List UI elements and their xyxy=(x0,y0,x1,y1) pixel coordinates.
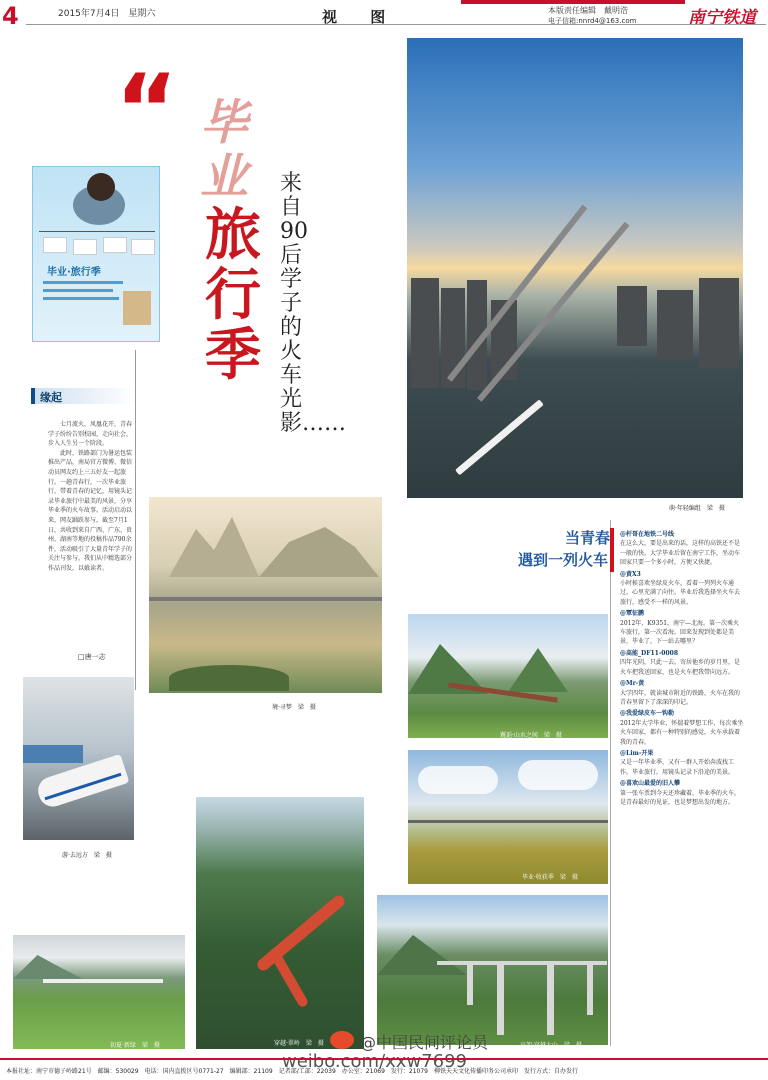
section-title: 视 图 xyxy=(322,8,400,26)
high-speed-train xyxy=(455,399,544,475)
karst-train-photo xyxy=(408,614,608,738)
story-entry xyxy=(620,649,744,677)
story-entry xyxy=(620,570,744,608)
story-body: 大学四年，就读城市附近的铁路，火车在我的青春里留下了深深的印记。 xyxy=(620,689,741,706)
photo-caption: 萌·年轻编组 梁 摄 xyxy=(669,505,725,512)
story-heading-line1: 当青春 xyxy=(564,529,610,547)
lotus-field-photo xyxy=(13,935,185,1049)
station-roof xyxy=(23,745,83,763)
photo-caption: 游·去远方 梁 摄 xyxy=(62,852,112,859)
header-divider xyxy=(26,24,766,25)
poster-title: 毕业·旅行季 xyxy=(47,267,101,278)
poster-info-line xyxy=(43,297,119,300)
poster-info-line xyxy=(43,281,123,284)
photo-caption: 高架·穿越大山 梁 摄 xyxy=(520,1042,582,1049)
bridge xyxy=(408,820,608,823)
story-entry xyxy=(620,779,744,807)
story-divider xyxy=(610,520,611,1046)
intro-paragraph: 七月流火，凤凰花开，青春学子纷纷告别校园，走向社会，步入人生另一个阶段。 xyxy=(48,421,133,448)
weibo-icon xyxy=(330,1031,354,1049)
intro-divider xyxy=(135,350,136,690)
story-entry xyxy=(620,609,744,647)
poster-photo-3 xyxy=(103,237,127,253)
story-body: 2012年大学毕业，怀揣着梦想工作，每次乘坐火车回家，都有一种特别的感觉，火车承载着我的青春。 xyxy=(620,719,744,746)
mountain-shape xyxy=(13,955,83,979)
newspaper-logo: 南宁铁道 xyxy=(688,8,756,28)
intro-text xyxy=(48,420,132,574)
page-number: 4 xyxy=(2,2,19,30)
main-city-rail-photo xyxy=(407,38,743,498)
story-heading xyxy=(552,528,610,548)
mountain-shape xyxy=(377,935,467,975)
intro-paragraph: 此时，铁路部门为暑运包装推出产品，南局官方微博、微信动员网友约上三五好友一起旅行。一趟青春行，一次毕业旅行，带着青春的记忆，用镜头记录毕业旅行中最美的风景，分享毕业季的火车故事。活动启动以来，网友踊跃参与，截至7月1日，共收到来自广西、广东、贵州、湖南等地的投稿作品790余件，活动吸引了大量青年学子的关注与参与，我们从中精选部分作品刊发，以飨读者。 xyxy=(48,449,133,572)
viaduct-pier xyxy=(547,965,554,1035)
story-body: 第一张车票到今天还珍藏着，毕业季的火车，是青春最好的见证，也是梦想出发的地方。 xyxy=(620,789,741,806)
story-author: @Mr-黄 xyxy=(620,680,645,688)
building xyxy=(411,278,439,388)
photo-caption: 毕业·收获季 梁 摄 xyxy=(522,874,578,881)
story-entry xyxy=(620,530,744,568)
intro-heading: 缘起 xyxy=(40,391,62,404)
story-heading-bar xyxy=(610,528,614,572)
photo-caption: 穿越·翠岭 梁 摄 xyxy=(274,1040,324,1047)
mountain-shape xyxy=(259,527,379,577)
subtitle: 来自90后学子的火车光影…… xyxy=(280,171,347,436)
viaduct-pier xyxy=(587,965,593,1015)
cloud xyxy=(418,766,498,794)
photo-caption: 邂逅·山水之间 梁 摄 xyxy=(500,732,562,739)
photo-caption: 初夏·新绿 梁 摄 xyxy=(110,1042,160,1049)
story-entry xyxy=(620,749,744,777)
story-heading-2 xyxy=(508,550,608,570)
mountain-shape xyxy=(169,517,259,577)
viaduct-photo xyxy=(377,895,608,1045)
forest-train-photo xyxy=(196,797,364,1049)
cloud xyxy=(518,760,598,790)
title-line1: 毕业 xyxy=(200,95,249,205)
story-author: @Lim-开果 xyxy=(620,749,654,757)
story-body: 在这么大，要是出来的话，这样的高铁还不是一般的快。大学毕业后留在南宁工作，坐动车回家只要一个多小时，方便又快捷。 xyxy=(620,540,741,567)
editor-credit: 本版责任编辑 戴明浩 xyxy=(548,6,628,15)
watermark-url: weibo.com/xxw7699 xyxy=(282,1051,467,1072)
poster-photo-2 xyxy=(73,239,97,255)
trees xyxy=(169,665,289,691)
footer-divider xyxy=(0,1058,768,1060)
train xyxy=(271,952,310,1009)
viaduct-pier xyxy=(467,965,473,1005)
photo-caption: 境·寻梦 梁 摄 xyxy=(272,704,316,711)
poster-book xyxy=(123,291,151,325)
watermark-handle: @中国民间评论员 xyxy=(360,1033,489,1052)
story-author: @黄X3 xyxy=(620,570,641,578)
mountain-shape xyxy=(508,648,568,692)
poster-photo-4 xyxy=(131,239,155,255)
footer-info: 本报社址：南宁市德子岭路21号 邮编：530029 电话：国内直拨区号0771-27 编辑部：21109 记者部/工部：22039 办公室：21069 发行：21079 柳铁天天文化传播印务公司承印 发行方式：自办发行 xyxy=(6,1068,578,1075)
story-heading-line2: 遇到一列火车 xyxy=(517,551,608,569)
issue-date: 2015年7月4日 星期六 xyxy=(58,9,156,19)
story-author: @覃征鹏 xyxy=(620,610,645,618)
rice-field-photo xyxy=(408,750,608,884)
karst-bridge-photo xyxy=(149,497,382,693)
poster-info-line xyxy=(43,289,113,292)
story-author: @喜欢山最爱的旧人攀 xyxy=(620,780,681,788)
story-entry xyxy=(620,679,744,707)
quote-mark: “ xyxy=(115,54,179,166)
event-poster xyxy=(32,166,160,342)
intro-signature: □唐一志 xyxy=(78,653,106,661)
train xyxy=(255,893,347,973)
story-author: @高能_DF11-0008 xyxy=(620,649,679,657)
station-train-photo xyxy=(23,677,134,840)
poster-hat xyxy=(87,173,115,201)
story-author: @杆哥在地铁二号线 xyxy=(620,531,675,538)
building xyxy=(699,278,739,368)
story-author: @我爱绿皮车一钩勒 xyxy=(620,710,675,718)
viaduct-pier xyxy=(497,965,504,1035)
header-red-bar xyxy=(461,0,685,4)
story-body: 小时候喜欢坐绿皮火车，看着一列列火车通过，心里充满了向往。毕业后我选择坐火车去旅行，感受不一样的风景。 xyxy=(620,580,741,606)
story-text xyxy=(620,530,744,809)
building xyxy=(617,286,647,346)
building xyxy=(657,290,693,360)
poster-string xyxy=(39,231,155,232)
editor-email: 电子信箱:nnrd4@163.com xyxy=(548,17,637,25)
train xyxy=(43,979,163,983)
story-entry xyxy=(620,709,744,747)
title-line2: 旅行季 xyxy=(205,203,261,388)
bridge xyxy=(149,597,382,601)
poster-photo-1 xyxy=(43,237,67,253)
story-body: 四年光阴，只此一去。寄居他乡的岁月里，是火车把我送回家，也是火车把我带向远方。 xyxy=(620,659,741,676)
story-body: 又是一年毕业季，又有一群人开始奔波找工作。毕业旅行，用镜头记录下沿途的美景。 xyxy=(620,759,735,776)
viaduct-deck xyxy=(437,961,607,965)
story-body: 2012年，K9351，南宁—北海。第一次乘火车旅行，第一次看海。回来发现到处都是美景，毕业了，下一站去哪里？ xyxy=(620,619,740,646)
